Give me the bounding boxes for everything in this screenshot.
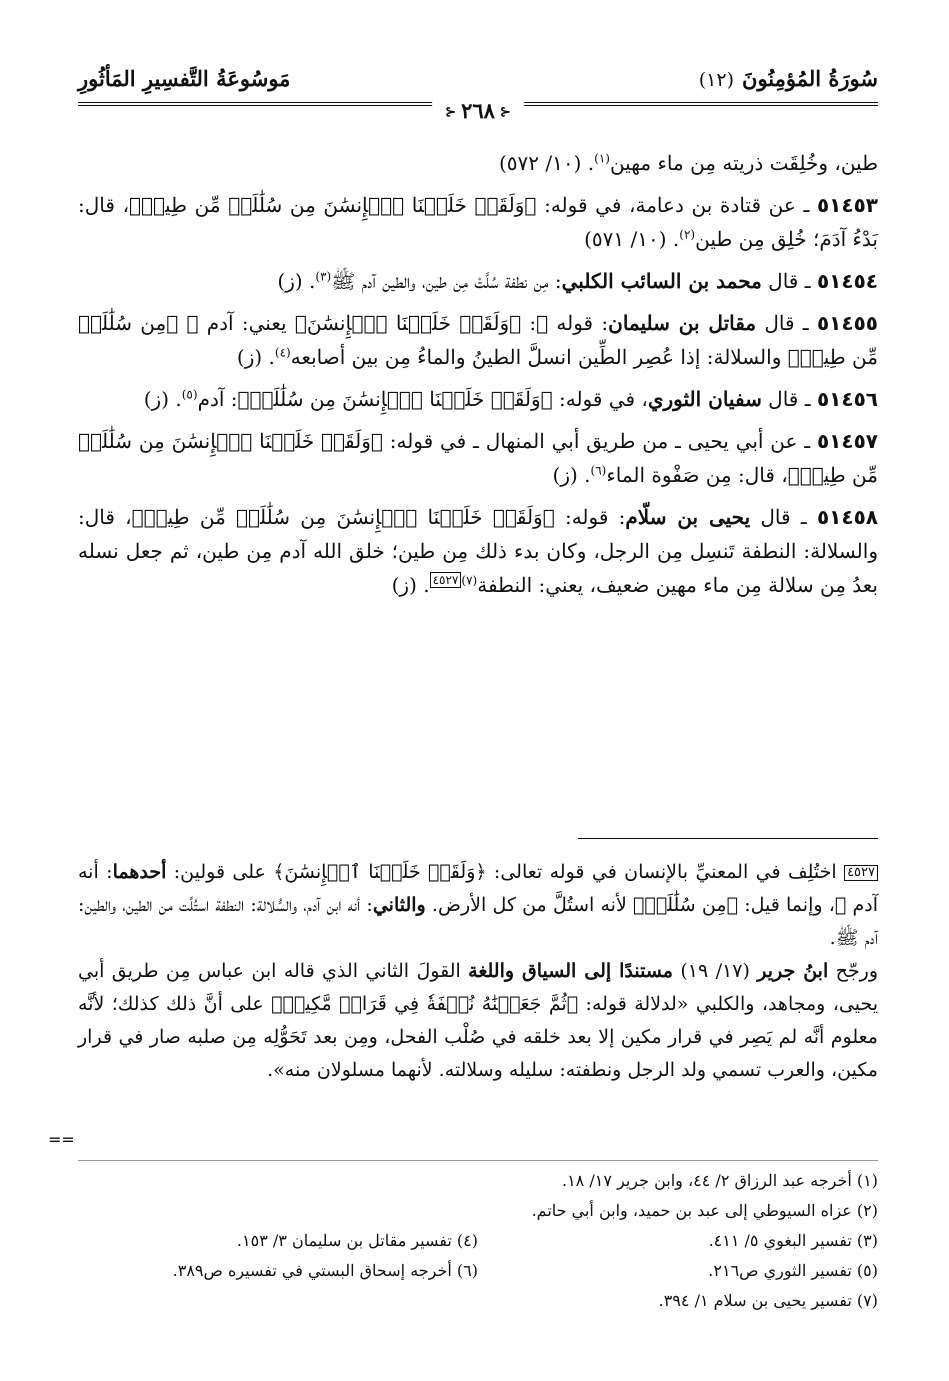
commentary-text: : أنه آدم ﷺ، وإنما قيل:: [78, 861, 878, 916]
narration-number: ٥١٤٥٧: [816, 429, 878, 453]
footnote: (٢) عزاه السيوطي إلى عبد بن حميد، وابن أبي حاتم.: [531, 1201, 878, 1220]
narration-text: ـ عن أبي يحيى ـ من طريق أبي المنهال ـ في قوله:: [382, 429, 817, 453]
quran-verse: ﴿مِن سُلَٰلَةٖ مِّن طِينٖ﴾: [78, 311, 878, 369]
quran-verse: ﴿وَلَقَدۡ خَلَقۡنَا ٱلۡإِنسَٰنَ مِن سُلَٰلَةٖ مِّن طِينٖ﴾: [129, 193, 537, 217]
footnote-marker[interactable]: (٤): [274, 345, 291, 360]
narration-text: : مِن نطفة سُلَّتْ مِن طين، والطين آدم ﷺ: [331, 269, 562, 293]
narration-number: ٥١٤٥٨: [816, 505, 878, 529]
narration-text: والسلالة: إذا عُصِر الطِّين انسلَّ الطينُ والماءُ مِن بين أصابعه: [290, 345, 788, 369]
commentary-text: اختُلِف في المعنيِّ بالإنسان في قوله تعالى:: [486, 861, 845, 883]
footnote: (٦) أخرجه إسحاق البستي في تفسيره ص٣٨٩.: [172, 1261, 478, 1280]
footnote-marker[interactable]: (٢): [679, 227, 696, 242]
source-ref: (١٠/ ٥٧٢): [498, 151, 582, 175]
narration-text: ، في قوله:: [552, 387, 648, 411]
narrator-name: مقاتل بن سليمان: [608, 311, 757, 335]
continuation-mark: ==: [48, 1130, 75, 1149]
commentary-block: [78, 856, 878, 1087]
footnotes: [78, 1166, 878, 1316]
commentary-text: القولَ الثاني الذي قاله ابن عباس مِن طريق أبي يحيى، ومجاهد، والكلبي «لدلالة قوله:: [78, 960, 879, 1015]
quran-verse: ﴿مِن سُلَٰلَةٖ﴾: [633, 894, 738, 916]
quran-verse: ﴿ثُمَّ جَعَلۡنَٰهُ نُطۡفَةٗ فِي قَرَارٖ مَّكِينٖ﴾: [271, 993, 579, 1015]
quran-verse: ﴿وَلَقَدۡ خَلَقۡنَا ٱلۡإِنسَٰنَ مِن سُلَٰلَةٖ﴾: [237, 387, 553, 411]
narration: [78, 500, 878, 602]
punct: .: [262, 345, 275, 369]
quran-verse: ﴿وَلَقَدۡ خَلَقۡنَا ٱلۡإِنسَٰنَ﴾: [294, 311, 522, 335]
narration-text: ـ قال: [756, 311, 817, 335]
punct: .: [666, 227, 680, 251]
source-ref: (ز): [143, 387, 170, 411]
source-ref: (ز): [277, 269, 303, 293]
narration-text: ـ قال: [761, 387, 817, 411]
source-ref: (ز): [552, 463, 578, 487]
page-number: [432, 98, 524, 123]
quran-verse: ﴿وَلَقَدۡ خَلَقۡنَا ٱلۡإِنسَٰنَ مِن سُلَٰلَةٖ مِّن طِينٖ﴾: [131, 505, 555, 529]
footnote: (٤) تفسير مقاتل بن سليمان ٣/ ١٥٣.: [236, 1231, 478, 1250]
commentary-text: على أنَّ ذلك كذلك؛ لأنَّه معلوم أنَّه لم يَصِر في قرار مكين إلا بعد خلقه في صُلْب الفحل، ومِن بعد تَحَوُّلِه مِن صلبه صار في قرار مكين، والعرب تسمي ولد الرجل ونطفته: سليله وسلالته. لأنهما مسلولان منه».: [78, 993, 878, 1081]
narrator-name: سفيان الثوري: [647, 387, 762, 411]
commentary-text: : أنه ابن آدم، والسُّلالة: النطفة استُلَّت من الطين، والطين: آدم ﷺ.: [78, 894, 878, 949]
source-ref: (ز): [236, 345, 263, 369]
surah-number: (١٢): [698, 69, 735, 91]
punct: .: [416, 573, 430, 597]
narration-text: ـ قال: [750, 505, 817, 529]
surah-title: [699, 66, 878, 91]
quran-verse: ﴿وَلَقَدۡ خَلَقۡنَا ٱلۡإِنسَٰنَ مِن سُلَٰلَةٖ مِّن طِينٖ﴾: [78, 429, 878, 487]
narration: [78, 306, 878, 374]
punct: .: [302, 269, 316, 293]
punct: .: [169, 387, 182, 411]
footnote: (١) أخرجه عبد الرزاق ٢/ ٤٤، وابن جرير ١٧/ ١٨.: [561, 1171, 878, 1190]
commentary-separator: [578, 838, 878, 839]
narration-text: : قوله ﷻ:: [521, 311, 609, 335]
page: [48, 60, 879, 1360]
commentary-ref-box: ٤٥٢٧: [844, 865, 878, 881]
footnote-marker[interactable]: (٦): [590, 463, 607, 478]
punct: .: [581, 151, 595, 175]
narration: [78, 264, 878, 298]
narration-text: : قوله:: [554, 505, 626, 529]
footnote: (٥) تفسير الثوري ص٢١٦.: [708, 1261, 878, 1280]
narration-number: ٥١٤٥٥: [816, 311, 878, 335]
footnote-marker[interactable]: (٧): [461, 573, 478, 588]
footnote-marker[interactable]: (١): [594, 151, 610, 166]
narration-text: ـ قال: [761, 269, 817, 293]
narration-text: طين، وخُلِقَت ذريته مِن ماء مهين: [609, 151, 878, 175]
narration-text: ، قال: والسلالة: النطفة تَنسِل مِن الرجل، وكان بدء ذلك مِن طين؛ خلق الله آدم مِن طين، ثم جعل نسله بعدُ مِن سلالة مِن ماء مهين ضعيف، يعني: النطفة: [78, 505, 878, 597]
quran-verse: ﴿وَلَقَدۡ خَلَقۡنَا ٱلۡإِنسَٰنَ﴾: [273, 861, 487, 883]
narrator-name: محمد بن السائب الكلبي: [561, 269, 762, 293]
commentary-paragraph: [78, 955, 878, 1087]
footnote-marker[interactable]: (٥): [181, 387, 198, 402]
commentary-text: على قولين:: [166, 861, 274, 883]
narration-text: ـ عن قتادة بن دعامة، في قوله:: [536, 193, 817, 217]
commentary-text: (١٧/ ١٩): [672, 960, 758, 982]
commentary-paragraph: [78, 856, 878, 955]
footnote-marker[interactable]: (٣): [315, 269, 332, 284]
surah-name: سُورَةُ المُؤمِنُونَ: [742, 66, 878, 91]
narration-continued: [78, 146, 878, 180]
opinion-label: أحدهما: [112, 861, 167, 883]
footnote-row: [78, 1226, 878, 1256]
footnote-rule: [78, 1160, 878, 1161]
narration-text: ، قال: مِن صَفْوة الماء: [606, 463, 788, 487]
source-ref: (ز): [391, 573, 417, 597]
narration: [78, 424, 878, 492]
footnote: (٣) تفسير البغوي ٥/ ٤١١.: [708, 1231, 878, 1250]
punct: .: [577, 463, 591, 487]
ornament-icon: ⊰: [499, 105, 511, 120]
source-ref: (١٠/ ٥٧١): [584, 227, 667, 251]
narration-number: ٥١٤٥٣: [816, 193, 878, 217]
narration-text: يعني: آدم ﷺ: [178, 311, 295, 335]
commentary-text: لأنه استُلَّ من كل الأرض.: [425, 894, 634, 916]
footnote: (٧) تفسير يحيى بن سلام ١/ ٣٩٤.: [658, 1291, 878, 1310]
commentary-ref-box[interactable]: ٤٥٢٧: [430, 572, 462, 588]
scholar-name: ابنُ جرير: [757, 960, 829, 982]
book-title: مَوسُوعَةُ التَّفسِيرِ المَأثُورِ: [78, 66, 291, 91]
emphasis-text: مستندًا إلى السياق واللغة: [468, 960, 673, 982]
page-number-text: ٢٦٨: [461, 98, 495, 123]
narration-number: ٥١٤٥٤: [816, 269, 878, 293]
narration-text: ، قال: بَدْءُ آدَمَ؛ خُلِق مِن طين: [78, 193, 878, 251]
opinion-label: والثاني: [372, 894, 426, 916]
narration: [78, 382, 878, 416]
commentary-text: ورجّح: [828, 960, 879, 982]
ornament-icon: ⊰: [445, 105, 457, 120]
page-header: [78, 60, 878, 123]
narration-number: ٥١٤٥٦: [816, 387, 878, 411]
narrations: [78, 146, 878, 610]
footnote-row: [78, 1256, 878, 1286]
narration-text: : آدم: [197, 387, 238, 411]
narrator-name: يحيى بن سلّام: [625, 505, 751, 529]
narration: [78, 188, 878, 256]
